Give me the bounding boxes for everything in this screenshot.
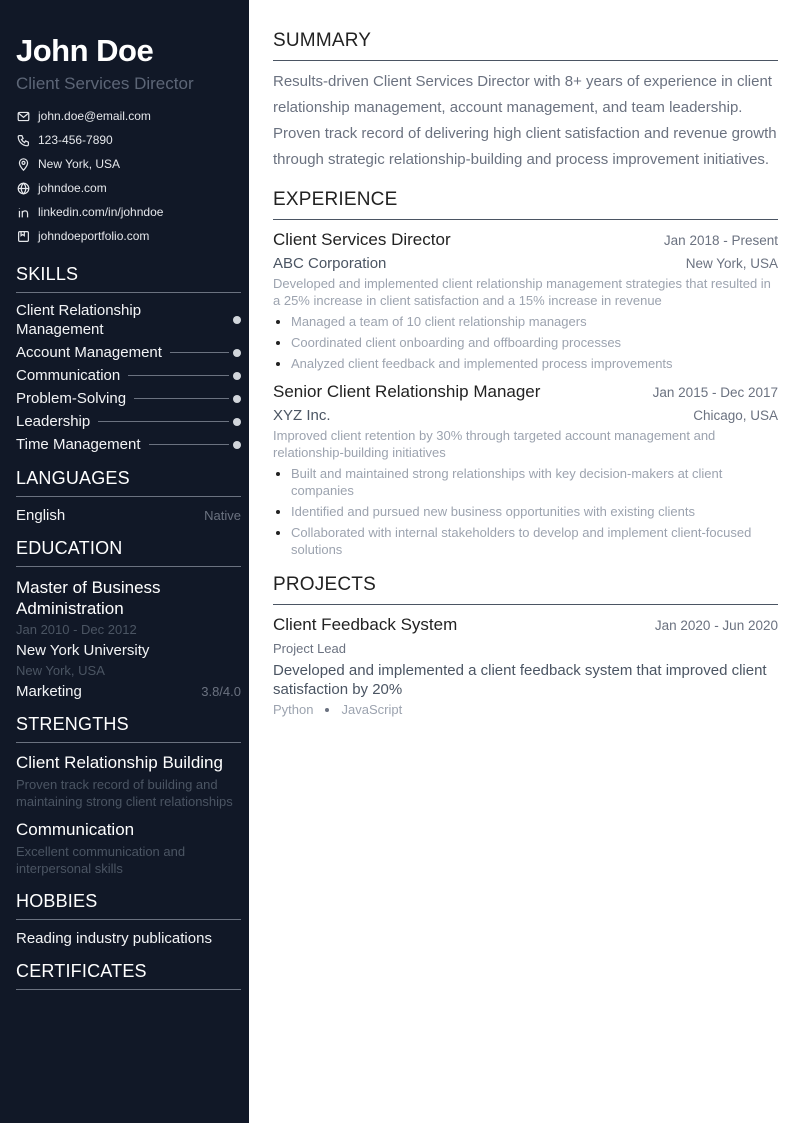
project-description: Developed and implemented a client feedback system that improved client satisfaction by 20%	[273, 662, 767, 698]
candidate-title: Client Services Director	[16, 74, 194, 93]
strength-item	[16, 753, 241, 810]
education-item	[16, 577, 241, 700]
strength-item	[16, 820, 241, 877]
skill-label: Client Relationship Management	[16, 302, 142, 338]
job-dates: Jan 2015 - Dec 2017	[652, 385, 778, 400]
education-dates: Jan 2010 - Dec 2012	[16, 622, 137, 637]
hobbies-heading: HOBBIES	[16, 891, 241, 920]
skill-item	[16, 366, 241, 385]
job-title-row	[273, 230, 778, 250]
experience-section	[273, 189, 778, 558]
contact-text: linkedin.com/in/johndoe	[38, 205, 164, 219]
project-dates: Jan 2020 - Jun 2020	[654, 618, 778, 633]
globe-icon	[16, 181, 30, 195]
skill-line	[170, 352, 229, 353]
job-description: Improved client retention by 30% through targeted account management and relationship-building initiatives	[273, 428, 716, 460]
job-company-row	[273, 255, 778, 272]
education-school: New York University	[16, 642, 150, 659]
education-field: Marketing	[16, 683, 82, 700]
language-item	[16, 507, 241, 524]
skill-dot	[233, 395, 241, 403]
education-location: New York, USA	[16, 663, 105, 678]
skill-item	[16, 412, 241, 431]
job-company: XYZ Inc.	[273, 407, 331, 424]
skill-dot	[233, 316, 241, 324]
job-bullets	[273, 465, 778, 558]
job-bullets	[273, 313, 778, 372]
project-tech: JavaScript	[341, 702, 403, 717]
contact-email[interactable]	[16, 104, 241, 128]
skill-label: Problem-Solving	[16, 390, 127, 407]
skill-dot	[233, 418, 241, 426]
education-degree: Master of Business Administration	[16, 578, 161, 618]
projects-heading: PROJECTS	[273, 574, 778, 605]
strength-title: Communication	[16, 820, 135, 839]
summary-heading: SUMMARY	[273, 30, 778, 61]
education-gpa: 3.8/4.0	[201, 684, 241, 699]
job-bullet: Coordinated client onboarding and offboarding processes	[273, 334, 778, 351]
skill-item	[16, 389, 241, 408]
skill-line	[98, 421, 229, 422]
job-company-row	[273, 407, 778, 424]
job-location: Chicago, USA	[693, 408, 778, 423]
hobby-item: Reading industry publications	[16, 930, 212, 947]
job-title-row	[273, 382, 778, 402]
strengths-heading: STRENGTHS	[16, 714, 241, 743]
project-tech-list	[273, 702, 778, 717]
skill-label: Time Management	[16, 436, 141, 453]
job-entry	[273, 382, 778, 558]
contact-text: john.doe@email.com	[38, 109, 151, 123]
skill-line	[128, 375, 229, 376]
skill-line	[174, 320, 229, 321]
job-title: Senior Client Relationship Manager	[273, 382, 541, 401]
contact-text: 123-456-7890	[38, 133, 113, 147]
contact-linkedin[interactable]	[16, 200, 241, 224]
sidebar	[0, 0, 249, 1123]
language-level: Native	[204, 508, 241, 523]
candidate-name: John Doe	[16, 33, 154, 68]
phone-icon	[16, 133, 30, 147]
strength-desc: Proven track record of building and maintaining strong client relationships	[16, 777, 233, 809]
linkedin-icon	[16, 205, 30, 219]
job-bullet: Collaborated with internal stakeholders to develop and implement client-focused solutions	[273, 524, 778, 558]
project-title: Client Feedback System	[273, 615, 458, 634]
strength-title: Client Relationship Building	[16, 753, 223, 772]
strength-desc: Excellent communication and interpersonal skills	[16, 844, 186, 876]
languages-heading: LANGUAGES	[16, 468, 241, 497]
project-role: Project Lead	[273, 641, 346, 656]
project-tech: Python	[273, 702, 314, 717]
education-field-row	[16, 683, 241, 700]
skills-heading: SKILLS	[16, 264, 241, 293]
project-title-row	[273, 615, 778, 635]
skill-dot	[233, 372, 241, 380]
skill-item	[16, 435, 241, 454]
job-bullet: Analyzed client feedback and implemented process improvements	[273, 355, 778, 372]
job-bullet: Managed a team of 10 client relationship managers	[273, 313, 778, 330]
job-company: ABC Corporation	[273, 255, 387, 272]
job-location: New York, USA	[685, 256, 778, 271]
skill-dot	[233, 441, 241, 449]
email-icon	[16, 109, 30, 123]
projects-section	[273, 574, 778, 717]
location-pin-icon	[16, 157, 30, 171]
skill-line	[134, 398, 229, 399]
skills-list	[16, 301, 241, 454]
certificates-heading: CERTIFICATES	[16, 961, 241, 990]
skill-item	[16, 343, 241, 362]
contact-location	[16, 152, 241, 176]
job-bullet: Built and maintained strong relationships with key decision-makers at client companies	[273, 465, 778, 499]
project-entry	[273, 615, 778, 717]
job-description: Developed and implemented client relationship management strategies that resulted in a 25% increase in client satisfaction and a 15% increase in revenue	[273, 276, 771, 308]
contact-portfolio[interactable]	[16, 224, 241, 248]
skill-dot	[233, 349, 241, 357]
contact-text: New York, USA	[38, 157, 121, 171]
contact-text: johndoe.com	[38, 181, 107, 195]
main-content	[249, 0, 794, 1123]
contact-list	[16, 104, 241, 248]
skill-label: Account Management	[16, 344, 162, 361]
experience-heading: EXPERIENCE	[273, 189, 778, 220]
job-dates: Jan 2018 - Present	[663, 233, 778, 248]
skill-line	[149, 444, 230, 445]
tech-separator-dot	[325, 708, 329, 712]
job-entry	[273, 230, 778, 372]
education-heading: EDUCATION	[16, 538, 241, 567]
skill-label: Communication	[16, 367, 121, 384]
language-name: English	[16, 507, 66, 524]
job-bullet: Identified and pursued new business opportunities with existing clients	[273, 503, 778, 520]
contact-text: johndoeportfolio.com	[38, 229, 150, 243]
contact-website[interactable]	[16, 176, 241, 200]
skill-label: Leadership	[16, 413, 91, 430]
summary-text: Results-driven Client Services Director with 8+ years of experience in client relationship management, account management, and team leadership. Proven track record of delivering high client satisfaction and revenue growth through strategic relationship-building and process improvement initiatives.	[273, 73, 777, 168]
skill-item	[16, 301, 241, 339]
job-title: Client Services Director	[273, 230, 451, 249]
portfolio-icon	[16, 229, 30, 243]
contact-phone[interactable]	[16, 128, 241, 152]
